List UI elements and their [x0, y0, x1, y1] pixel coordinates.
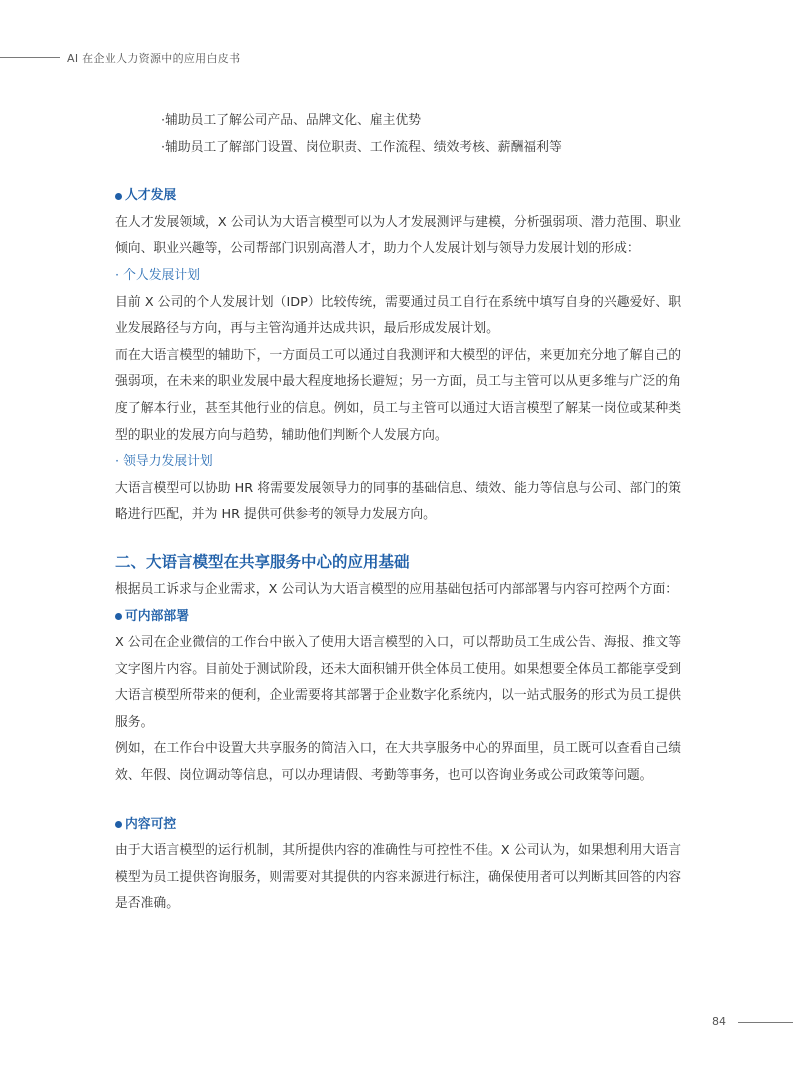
- idp-subheading: · 个人发展计划: [115, 267, 200, 283]
- control-paragraph: 由于大语言模型的运行机制，其所提供内容的准确性与可控性不佳。X 公司认为，如果想利用大语言模型为员工提供咨询服务，则需要对其提供的内容来源进行标注，确保使用者可以判断其回答的内容是否准确。: [115, 843, 681, 912]
- bullet-item: ·辅助员工了解公司产品、品牌文化、雇主优势: [161, 113, 422, 128]
- bullet-dot-icon: [115, 613, 122, 620]
- idp-paragraph-1: 目前 X 公司的个人发展计划（IDP）比较传统，需要通过员工自行在系统中填写自身的兴趣爱好、职业发展路径与方向，再与主管沟通并达成共识，最后形成发展计划。: [115, 294, 681, 337]
- section-title: 二、大语言模型在共享服务中心的应用基础: [115, 552, 410, 571]
- bullet-item: ·辅助员工了解部门设置、岗位职责、工作流程、绩效考核、薪酬福利等: [161, 139, 562, 155]
- talent-heading-text: 人才发展: [125, 188, 177, 204]
- page-number: 84: [712, 1015, 726, 1028]
- idp-paragraph-2: 而在大语言模型的辅助下，一方面员工可以通过自我测评和大模型的评估，来更加充分地了解自己的强弱项，在未来的职业发展中最大程度地扬长避短；另一方面，员工与主管可以从更多维与广泛的角度了解本行业，甚至其他行业的信息。例如，员工与主管可以通过大语言模型了解某一岗位或某种类型的职业的发展方向与趋势，辅助他们判断个人发展方向。: [115, 347, 681, 443]
- page-body: [115, 108, 681, 918]
- leadership-paragraph: 大语言模型可以协助 HR 将需要发展领导力的同事的基础信息、绩效、能力等信息与公司、部门的策略进行匹配，并为 HR 提供可供参考的领导力发展方向。: [115, 480, 681, 523]
- leadership-subheading: · 领导力发展计划: [115, 454, 213, 470]
- deploy-heading: [115, 604, 681, 631]
- section-intro: 根据员工诉求与企业需求，X 公司认为大语言模型的应用基础包括可内部部署与内容可控两个方面：: [115, 581, 679, 597]
- bullet-dot-icon: [115, 821, 122, 828]
- talent-heading: [115, 183, 681, 210]
- running-header: AI 在企业人力资源中的应用白皮书: [67, 52, 241, 65]
- control-heading: [115, 812, 681, 839]
- deploy-paragraph-1: X 公司在企业微信的工作台中嵌入了使用大语言模型的入口，可以帮助员工生成公告、海报、推文等文字图片内容。目前处于测试阶段，还未大面积铺开供全体员工使用。如果想要全体员工都能享受到大语言模型所带来的便利，企业需要将其部署于企业数字化系统内，以一站式服务的形式为员工提供服务。: [115, 635, 681, 730]
- footer-rule: [738, 1022, 793, 1023]
- deploy-heading-text: 可内部部署: [125, 608, 189, 624]
- deploy-paragraph-2: 例如，在工作台中设置大共享服务的简洁入口，在大共享服务中心的界面里，员工既可以查看自己绩效、年假、岗位调动等信息，可以办理请假、考勤等事务，也可以咨询业务或公司政策等问题。: [115, 741, 681, 784]
- bullet-dot-icon: [115, 193, 122, 200]
- talent-intro: 在人才发展领域，X 公司认为大语言模型可以为人才发展测评与建模，分析强弱项、潜力范围、职业倾向、职业兴趣等，公司帮部门识别高潜人才，助力个人发展计划与领导力发展计划的形成：: [115, 214, 681, 257]
- header-rule: [0, 57, 60, 58]
- control-heading-text: 内容可控: [125, 816, 177, 832]
